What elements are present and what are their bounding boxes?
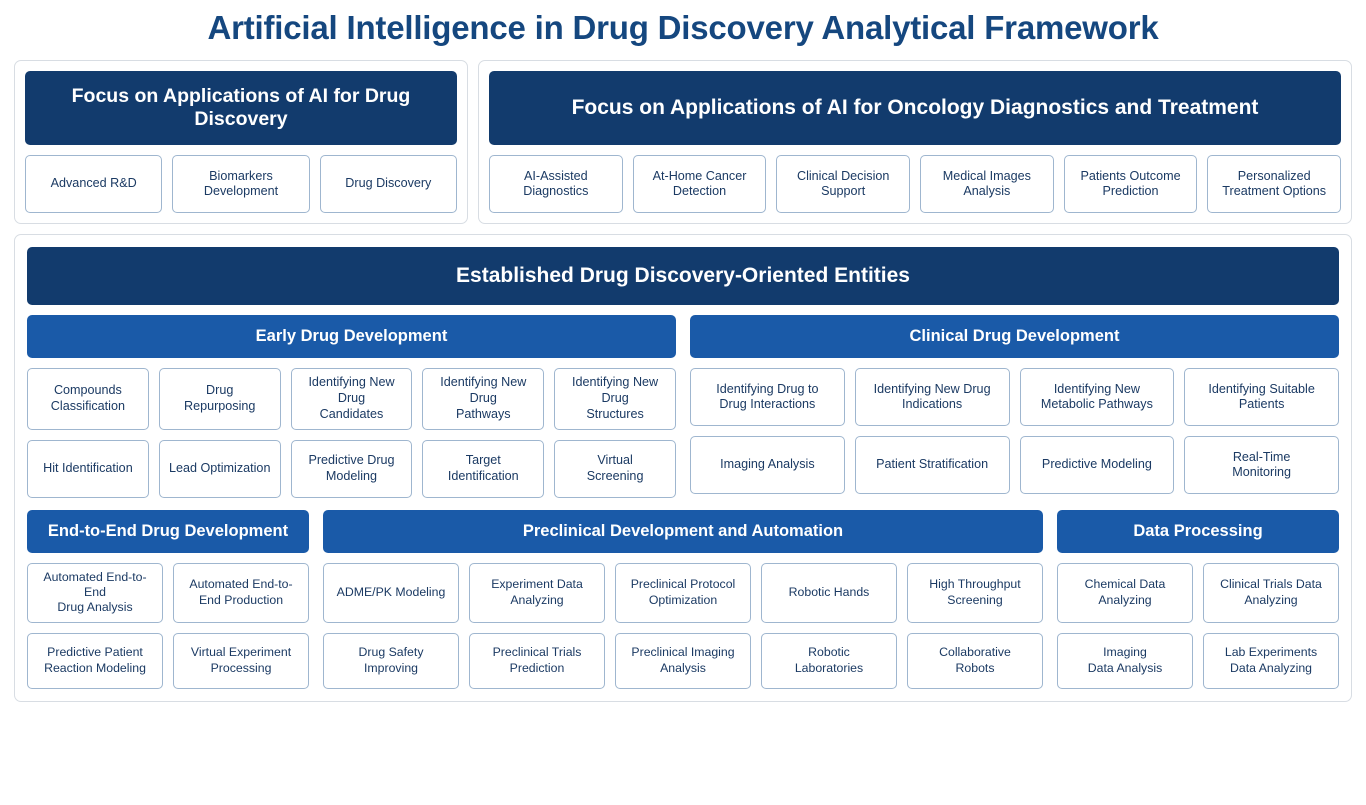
chip-patients-outcome-prediction[interactable]: Patients Outcome Prediction [1064, 155, 1198, 213]
chip-preclinical-trials-prediction[interactable]: Preclinical Trials Prediction [469, 633, 605, 689]
chip-at-home-cancer-detection[interactable]: At-Home Cancer Detection [633, 155, 767, 213]
chip-drug-repurposing[interactable]: Drug Repurposing [159, 368, 281, 429]
data-processing-items-row2 [1057, 633, 1339, 689]
chip-target-identification[interactable]: Target Identification [422, 440, 544, 498]
chip-ai-assisted-diagnostics[interactable]: AI-Assisted Diagnostics [489, 155, 623, 213]
chip-hit-identification[interactable]: Hit Identification [27, 440, 149, 498]
chip-preclinical-imaging-analysis[interactable]: Preclinical Imaging Analysis [615, 633, 751, 689]
panel-oncology-header: Focus on Applications of AI for Oncology Diagnostics and Treatment [489, 71, 1341, 145]
chip-personalized-treatment-options[interactable]: Personalized Treatment Options [1207, 155, 1341, 213]
early-drug-development-items [27, 368, 676, 497]
chip-identifying-new-drug-structures[interactable]: Identifying New Drug Structures [554, 368, 676, 429]
data-processing-header: Data Processing [1057, 510, 1339, 553]
preclinical-items-row1 [323, 563, 1043, 623]
chip-virtual-experiment-processing[interactable]: Virtual Experiment Processing [173, 633, 309, 689]
chip-identifying-new-metabolic-pathways[interactable]: Identifying New Metabolic Pathways [1020, 368, 1175, 426]
end-to-end-items-row1 [27, 563, 309, 623]
chip-predictive-patient-reaction-modeling[interactable]: Predictive Patient Reaction Modeling [27, 633, 163, 689]
established-header: Established Drug Discovery-Oriented Entities [27, 247, 1339, 305]
chip-automated-end-to-end-drug-analysis[interactable]: Automated End-to-End Drug Analysis [27, 563, 163, 623]
panel-oncology-items [489, 155, 1341, 213]
chip-collaborative-robots[interactable]: Collaborative Robots [907, 633, 1043, 689]
column-early-drug-development [27, 315, 676, 497]
page-title: Artificial Intelligence in Drug Discovery Analytical Framework [207, 9, 1159, 46]
preclinical-items-row2 [323, 633, 1043, 689]
bottom-band-headers [27, 510, 1339, 553]
chip-imaging-data-analysis[interactable]: Imaging Data Analysis [1057, 633, 1193, 689]
chip-real-time-monitoring[interactable]: Real-Time Monitoring [1184, 436, 1339, 494]
framework-diagram [0, 10, 1366, 805]
chip-robotic-laboratories[interactable]: Robotic Laboratories [761, 633, 897, 689]
chip-predictive-drug-modeling[interactable]: Predictive Drug Modeling [291, 440, 413, 498]
bottom-band-row-1 [27, 563, 1339, 623]
column-clinical-drug-development [690, 315, 1339, 497]
chip-drug-discovery[interactable]: Drug Discovery [320, 155, 457, 213]
bottom-band-row-2 [27, 633, 1339, 689]
clinical-drug-development-items [690, 368, 1339, 494]
chip-virtual-screening[interactable]: Virtual Screening [554, 440, 676, 498]
panel-drug-discovery-header: Focus on Applications of AI for Drug Discovery [25, 71, 457, 145]
panel-drug-discovery-items [25, 155, 457, 213]
development-columns [27, 315, 1339, 497]
chip-imaging-analysis[interactable]: Imaging Analysis [690, 436, 845, 494]
chip-automated-end-to-end-production[interactable]: Automated End-to- End Production [173, 563, 309, 623]
top-panels-row [14, 60, 1352, 224]
chip-advanced-rd[interactable]: Advanced R&D [25, 155, 162, 213]
chip-identifying-suitable-patients[interactable]: Identifying Suitable Patients [1184, 368, 1339, 426]
chip-identifying-new-drug-pathways[interactable]: Identifying New Drug Pathways [422, 368, 544, 429]
end-to-end-items-row2 [27, 633, 309, 689]
preclinical-header: Preclinical Development and Automation [323, 510, 1043, 553]
chip-lead-optimization[interactable]: Lead Optimization [159, 440, 281, 498]
chip-lab-experiments-data-analyzing[interactable]: Lab Experiments Data Analyzing [1203, 633, 1339, 689]
chip-predictive-modeling[interactable]: Predictive Modeling [1020, 436, 1175, 494]
chip-patient-stratification[interactable]: Patient Stratification [855, 436, 1010, 494]
chip-biomarkers-development[interactable]: Biomarkers Development [172, 155, 309, 213]
chip-identifying-drug-to-drug-interactions[interactable]: Identifying Drug to Drug Interactions [690, 368, 845, 426]
chip-compounds-classification[interactable]: Compounds Classification [27, 368, 149, 429]
chip-experiment-data-analyzing[interactable]: Experiment Data Analyzing [469, 563, 605, 623]
chip-clinical-decision-support[interactable]: Clinical Decision Support [776, 155, 910, 213]
clinical-drug-development-header: Clinical Drug Development [690, 315, 1339, 358]
early-drug-development-header: Early Drug Development [27, 315, 676, 358]
panel-established-entities [14, 234, 1352, 701]
panel-oncology [478, 60, 1352, 224]
chip-adme-pk-modeling[interactable]: ADME/PK Modeling [323, 563, 459, 623]
end-to-end-header: End-to-End Drug Development [27, 510, 309, 553]
chip-identifying-new-drug-indications[interactable]: Identifying New Drug Indications [855, 368, 1010, 426]
chip-clinical-trials-data-analyzing[interactable]: Clinical Trials Data Analyzing [1203, 563, 1339, 623]
chip-high-throughput-screening[interactable]: High Throughput Screening [907, 563, 1043, 623]
chip-preclinical-protocol-optimization[interactable]: Preclinical Protocol Optimization [615, 563, 751, 623]
data-processing-items-row1 [1057, 563, 1339, 623]
panel-drug-discovery [14, 60, 468, 224]
chip-chemical-data-analyzing[interactable]: Chemical Data Analyzing [1057, 563, 1193, 623]
chip-robotic-hands[interactable]: Robotic Hands [761, 563, 897, 623]
chip-drug-safety-improving[interactable]: Drug Safety Improving [323, 633, 459, 689]
chip-identifying-new-drug-candidates[interactable]: Identifying New Drug Candidates [291, 368, 413, 429]
chip-medical-images-analysis[interactable]: Medical Images Analysis [920, 155, 1054, 213]
